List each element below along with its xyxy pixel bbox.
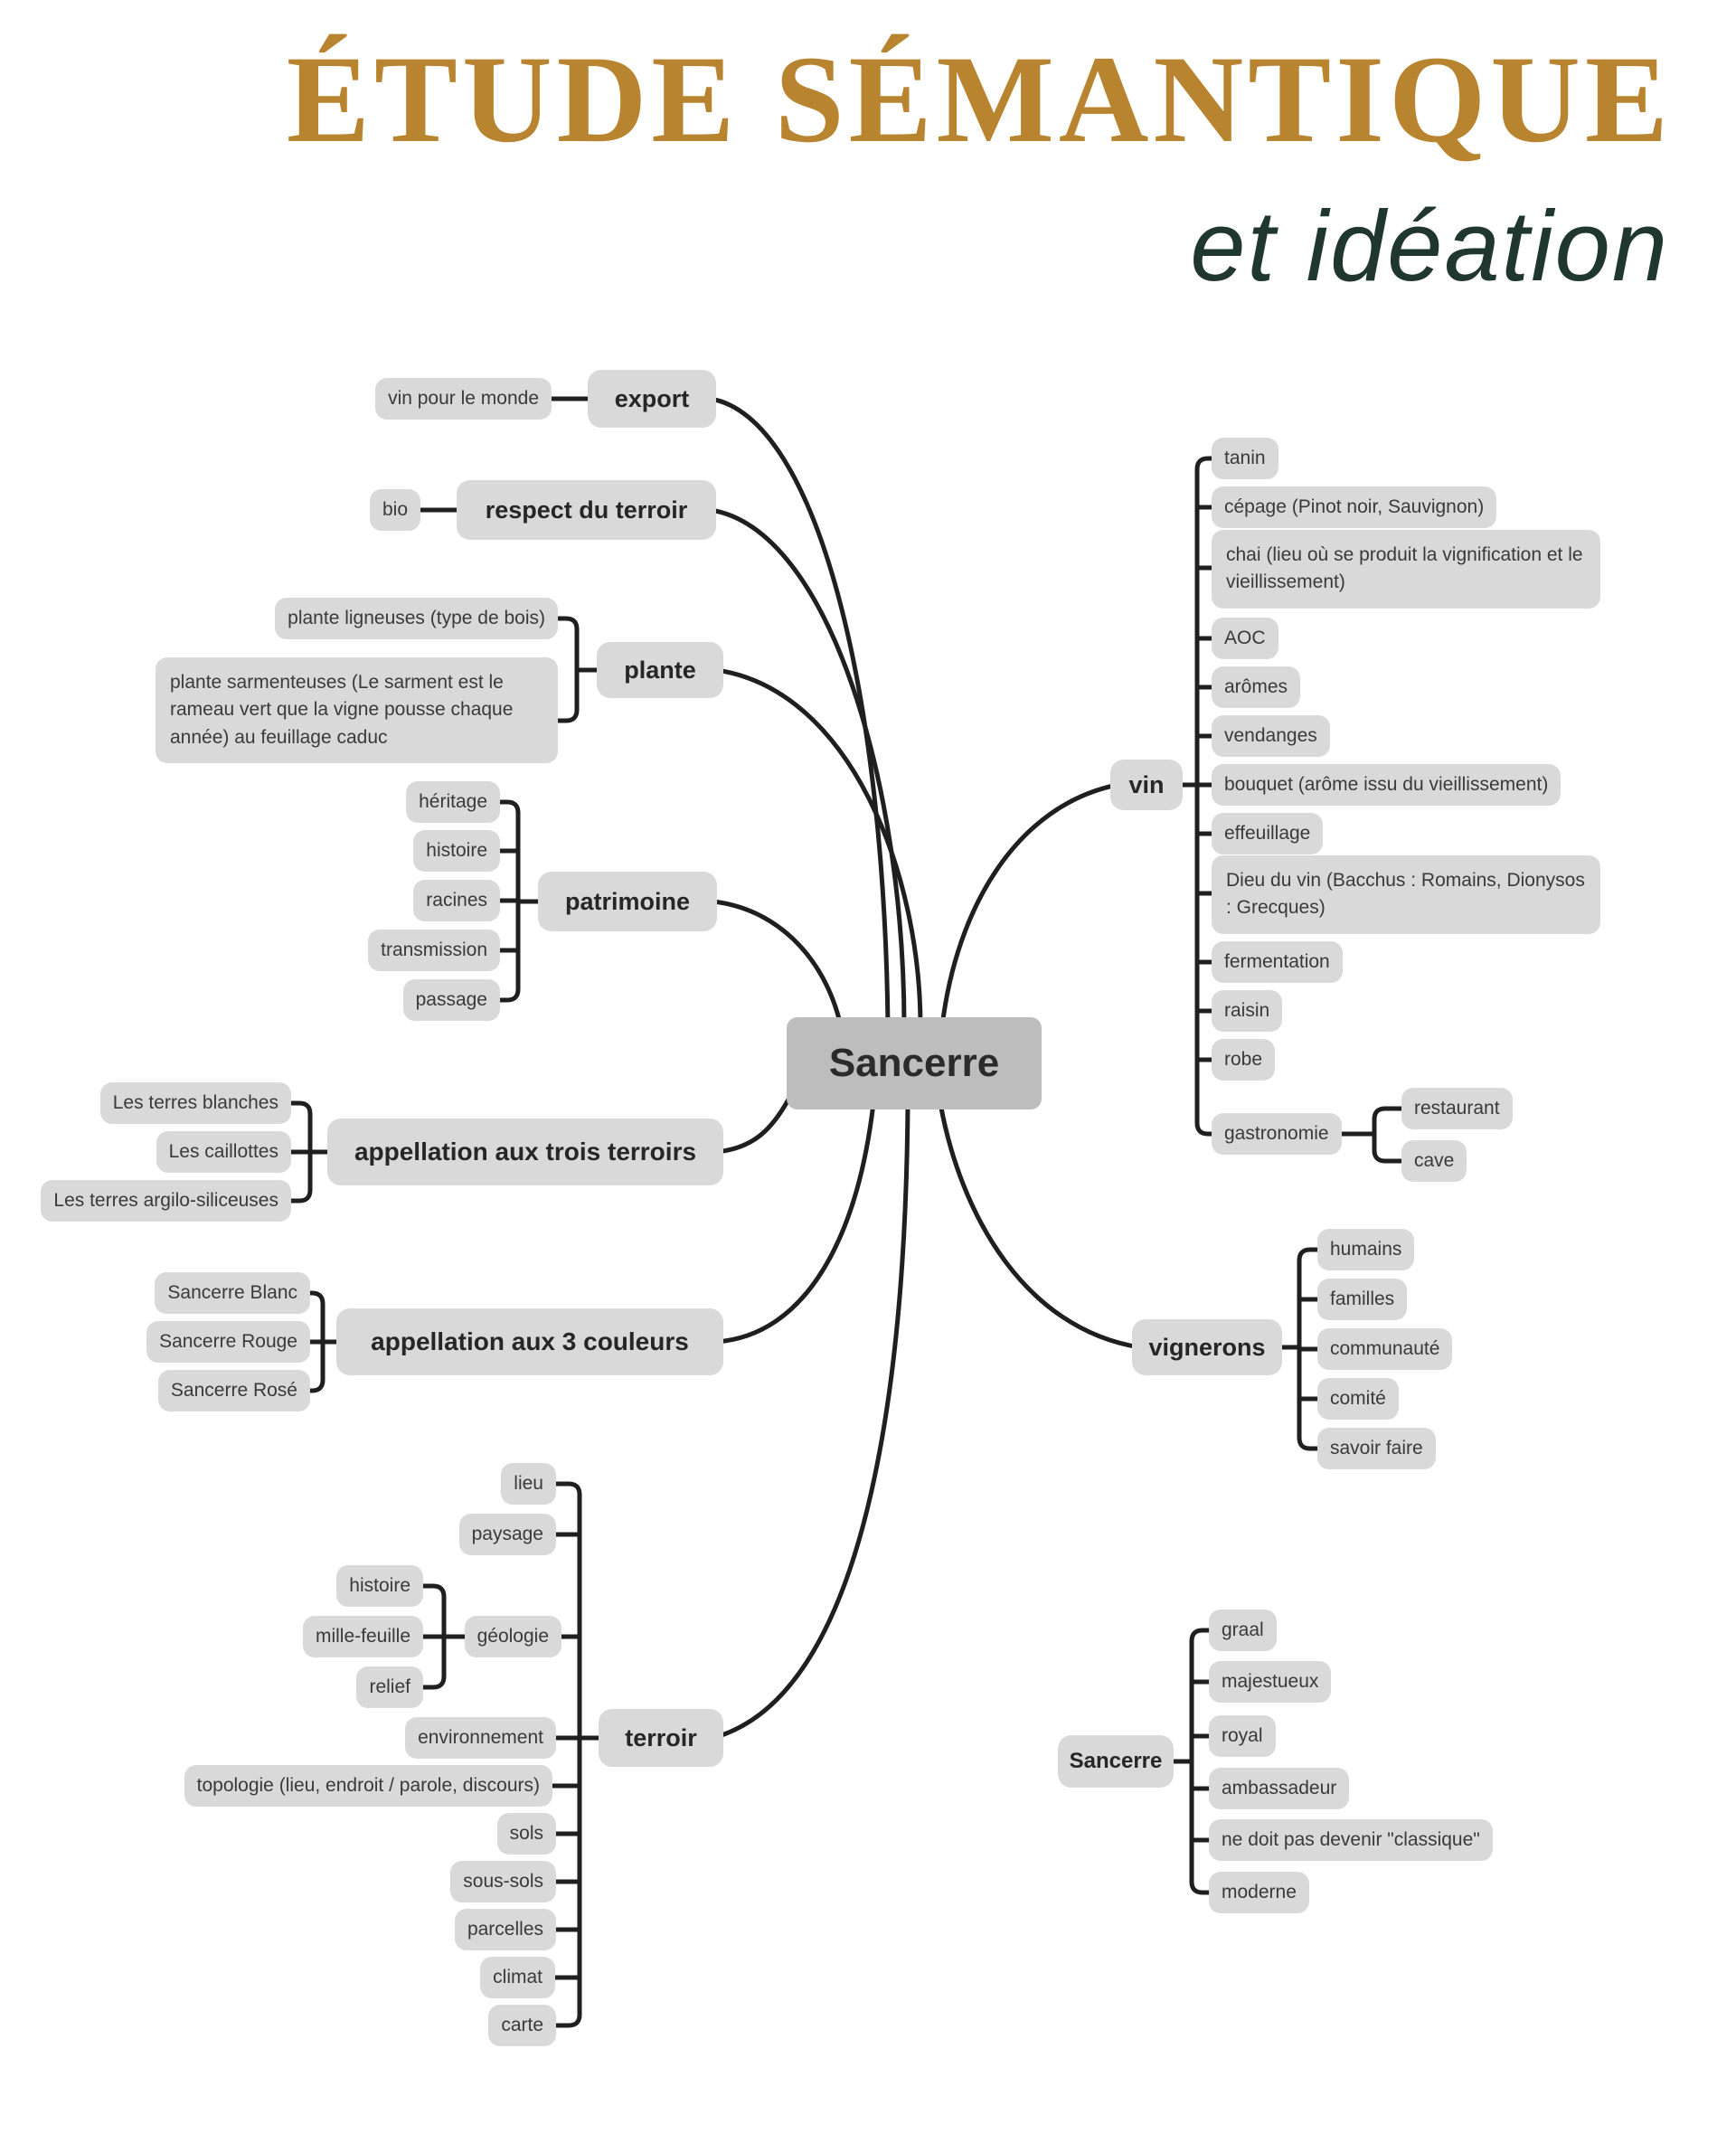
node-appellation-3-couleurs[interactable]: appellation aux 3 couleurs [336, 1308, 723, 1375]
node-majestueux[interactable]: majestueux [1209, 1661, 1331, 1703]
node-gastronomie[interactable]: gastronomie [1212, 1113, 1342, 1155]
node-familles[interactable]: familles [1317, 1279, 1407, 1320]
node-chai[interactable]: chai (lieu où se produit la vignification et le vieillissement) [1212, 530, 1600, 609]
node-cepage[interactable]: cépage (Pinot noir, Sauvignon) [1212, 486, 1496, 528]
node-terres-argilo[interactable]: Les terres argilo-siliceuses [41, 1180, 291, 1222]
node-lieu[interactable]: lieu [501, 1463, 556, 1505]
node-topologie[interactable]: topologie (lieu, endroit / parole, discours) [184, 1765, 552, 1807]
node-respect-du-terroir[interactable]: respect du terroir [457, 480, 716, 540]
node-appellation-trois-terroirs[interactable]: appellation aux trois terroirs [327, 1119, 723, 1185]
node-aromes[interactable]: arômes [1212, 666, 1300, 708]
node-bio[interactable]: bio [370, 489, 420, 531]
node-geologie[interactable]: géologie [465, 1616, 561, 1657]
node-raisin[interactable]: raisin [1212, 990, 1282, 1032]
node-parcelles[interactable]: parcelles [455, 1909, 556, 1950]
node-caillottes[interactable]: Les caillottes [156, 1131, 291, 1173]
node-sancerre-qualites[interactable]: Sancerre [1058, 1735, 1174, 1788]
node-sous-sols[interactable]: sous-sols [450, 1861, 556, 1902]
node-vendanges[interactable]: vendanges [1212, 715, 1330, 757]
node-heritage[interactable]: héritage [406, 781, 500, 823]
node-humains[interactable]: humains [1317, 1229, 1414, 1270]
node-environnement[interactable]: environnement [405, 1717, 556, 1759]
node-racines[interactable]: racines [413, 880, 500, 921]
node-plante[interactable]: plante [597, 642, 723, 698]
node-ambassadeur[interactable]: ambassadeur [1209, 1768, 1349, 1809]
node-robe[interactable]: robe [1212, 1039, 1275, 1081]
node-terres-blanches[interactable]: Les terres blanches [100, 1082, 291, 1124]
node-dieu-du-vin[interactable]: Dieu du vin (Bacchus : Romains, Dionysos : Grecques) [1212, 855, 1600, 934]
node-paysage[interactable]: paysage [459, 1514, 556, 1555]
page-title: ÉTUDE SÉMANTIQUE [286, 30, 1673, 168]
node-relief[interactable]: relief [356, 1666, 423, 1708]
node-pas-classique[interactable]: ne doit pas devenir "classique" [1209, 1819, 1493, 1861]
node-plante-ligneuses[interactable]: plante ligneuses (type de bois) [275, 598, 558, 639]
node-vignerons[interactable]: vignerons [1132, 1319, 1282, 1375]
node-moderne[interactable]: moderne [1209, 1872, 1309, 1913]
node-transmission[interactable]: transmission [368, 930, 500, 971]
link-center-terroir [716, 1103, 908, 1737]
node-plante-sarmenteuses[interactable]: plante sarmenteuses (Le sarment est le rameau vert que la vigne pousse chaque année) au feuillage caduc [156, 657, 558, 763]
node-royal[interactable]: royal [1209, 1715, 1276, 1757]
node-communaute[interactable]: communauté [1317, 1328, 1452, 1370]
node-vin[interactable]: vin [1110, 760, 1183, 810]
node-fermentation[interactable]: fermentation [1212, 941, 1343, 983]
node-passage[interactable]: passage [403, 979, 500, 1021]
link-center-patrimoine [712, 902, 841, 1026]
node-export[interactable]: export [588, 370, 716, 428]
node-sancerre-rose[interactable]: Sancerre Rosé [158, 1370, 310, 1411]
node-vin-pour-le-monde[interactable]: vin pour le monde [375, 378, 552, 420]
link-center-vignerons [940, 1103, 1139, 1347]
node-histoire[interactable]: histoire [413, 830, 500, 872]
node-mille-feuille[interactable]: mille-feuille [303, 1616, 423, 1657]
node-sancerre-blanc[interactable]: Sancerre Blanc [155, 1272, 310, 1314]
node-graal[interactable]: graal [1209, 1610, 1277, 1651]
node-sancerre-rouge[interactable]: Sancerre Rouge [146, 1321, 310, 1363]
node-carte[interactable]: carte [488, 2005, 556, 2046]
node-cave[interactable]: cave [1401, 1140, 1467, 1182]
link-center-respect [711, 510, 904, 1026]
node-patrimoine[interactable]: patrimoine [538, 872, 717, 931]
link-center-vin [942, 785, 1118, 1026]
node-center-sancerre[interactable]: Sancerre [787, 1017, 1042, 1109]
node-comite[interactable]: comité [1317, 1378, 1399, 1420]
node-aoc[interactable]: AOC [1212, 618, 1278, 659]
node-tanin[interactable]: tanin [1212, 438, 1278, 479]
node-geo-histoire[interactable]: histoire [336, 1565, 423, 1607]
node-sols[interactable]: sols [497, 1813, 556, 1855]
node-effeuillage[interactable]: effeuillage [1212, 813, 1323, 854]
node-bouquet[interactable]: bouquet (arôme issu du vieillissement) [1212, 764, 1561, 806]
link-center-app-trois [716, 1100, 788, 1152]
link-center-app-3 [716, 1103, 873, 1342]
page-subtitle: et idéation [1190, 191, 1669, 302]
node-climat[interactable]: climat [480, 1957, 555, 1998]
node-terroir[interactable]: terroir [599, 1709, 723, 1767]
node-restaurant[interactable]: restaurant [1401, 1088, 1513, 1129]
node-savoir-faire[interactable]: savoir faire [1317, 1428, 1436, 1469]
